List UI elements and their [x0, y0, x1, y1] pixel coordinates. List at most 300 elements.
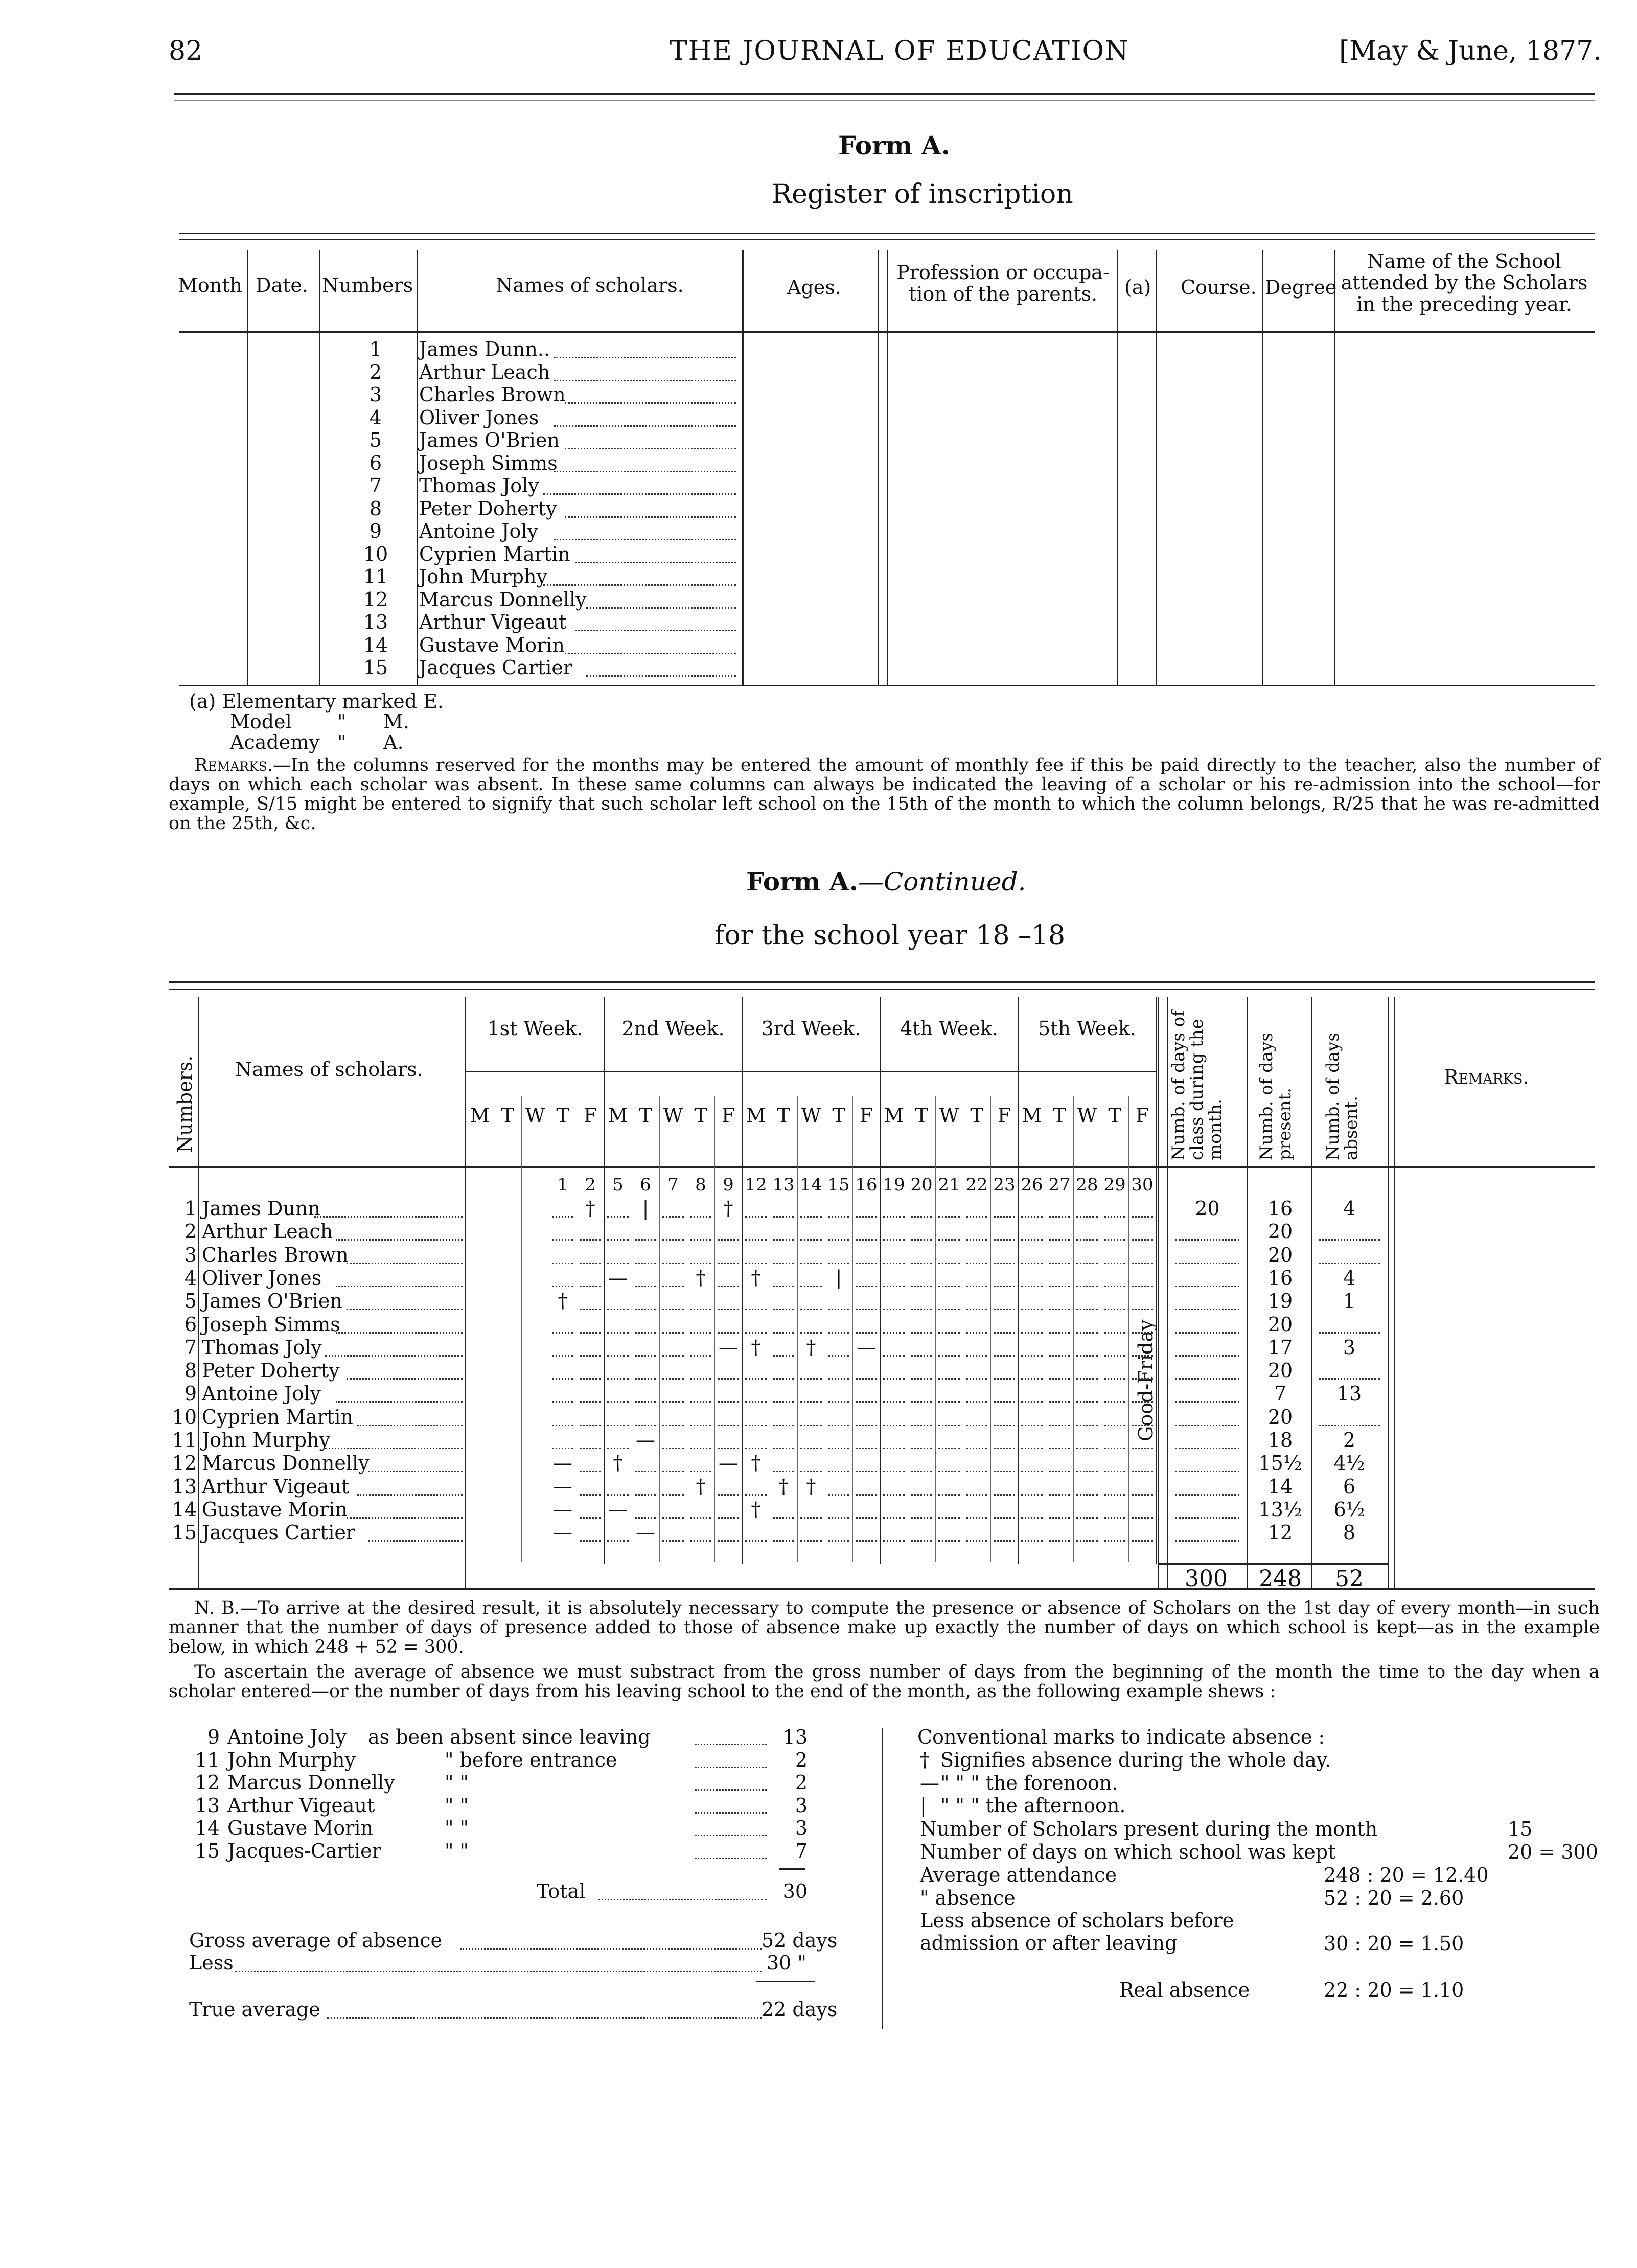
- absent-cell: [1319, 1226, 1380, 1241]
- absent-value: 13: [1336, 1382, 1362, 1405]
- legend-row: [189, 712, 444, 732]
- day-cell: [690, 1203, 711, 1218]
- day-cell: [1104, 1342, 1125, 1357]
- day-cell: [800, 1457, 822, 1472]
- present-value: 19: [1267, 1290, 1293, 1313]
- day-cell: [580, 1365, 601, 1380]
- day-cell: [966, 1319, 987, 1334]
- absent-value: 6: [1343, 1475, 1356, 1498]
- date-number: 12: [745, 1175, 767, 1195]
- day-cell: [800, 1365, 822, 1380]
- day-cell: [773, 1272, 794, 1287]
- day-letter: T: [1053, 1104, 1066, 1127]
- day-cell: [662, 1388, 684, 1403]
- attendance-row-number: 3: [184, 1243, 197, 1266]
- register-row-name: John Murphy: [419, 565, 547, 588]
- day-cell: [552, 1226, 573, 1241]
- day-cell: [1076, 1411, 1098, 1426]
- absence-mark: †: [613, 1452, 623, 1475]
- less-label: Less: [189, 1952, 234, 1974]
- week-divider: [880, 997, 881, 1564]
- register-row-number: 12: [363, 588, 388, 611]
- stat-label: Average attendance: [920, 1864, 1117, 1886]
- legend-row: [189, 691, 444, 712]
- attendance-row-leader: [314, 1203, 463, 1218]
- day-cell: [580, 1295, 601, 1310]
- day-cell: [552, 1365, 573, 1380]
- day-cell: [662, 1457, 684, 1472]
- day-cell: [773, 1504, 794, 1519]
- day-cell: [718, 1295, 739, 1310]
- day-cell: [662, 1295, 684, 1310]
- col-class-days: Numb. of days of class during the month.: [1168, 1010, 1226, 1160]
- absence-mark: —: [608, 1266, 628, 1289]
- register-row-leader: [554, 365, 736, 381]
- example-row-name: Antoine Joly: [227, 1726, 347, 1748]
- day-letter: T: [556, 1104, 569, 1127]
- register-row-number: 4: [369, 406, 382, 429]
- day-cell: [690, 1342, 711, 1357]
- day-cell: [1049, 1249, 1070, 1264]
- attendance-row-leader: [347, 1295, 463, 1310]
- class-days-cell: [1175, 1457, 1239, 1472]
- day-cell: [1049, 1342, 1070, 1357]
- stat-label: " absence: [920, 1887, 1016, 1909]
- date-number: 5: [612, 1175, 624, 1195]
- day-cell: [745, 1249, 767, 1264]
- journal-title: THE JOURNAL OF EDUCATION: [670, 36, 1129, 66]
- day-cell: [800, 1295, 822, 1310]
- day-cell: [1132, 1319, 1153, 1334]
- day-letter: M: [1022, 1104, 1042, 1127]
- day-divider: [714, 1096, 715, 1562]
- day-letter: T: [639, 1104, 652, 1127]
- day-letter: W: [663, 1104, 683, 1127]
- date-number: 2: [585, 1175, 596, 1195]
- register-row-leader: [586, 661, 736, 677]
- true-label: True average: [189, 1998, 320, 2021]
- day-cell: [580, 1434, 601, 1449]
- day-cell: [580, 1319, 601, 1334]
- register-row-name: Peter Doherty: [419, 497, 557, 520]
- day-cell: [1049, 1411, 1070, 1426]
- register-row-number: 9: [369, 520, 382, 542]
- day-cell: [911, 1504, 932, 1519]
- form-a-cont-title-suffix: —Continued.: [858, 867, 1026, 897]
- col-prev-school: [1336, 250, 1592, 315]
- register-row-name: Oliver Jones: [419, 406, 539, 429]
- day-cell: [1104, 1295, 1125, 1310]
- mark-symbol: —: [920, 1771, 939, 1794]
- day-cell: [745, 1319, 767, 1334]
- day-cell: [552, 1411, 573, 1426]
- day-cell: [938, 1272, 960, 1287]
- day-cell: [580, 1342, 601, 1357]
- day-cell: [1104, 1226, 1125, 1241]
- mark-description: Signifies absence during the whole day.: [940, 1749, 1331, 1771]
- register-row-number: 7: [369, 474, 382, 497]
- week-header-4: 4th Week.: [900, 1017, 999, 1040]
- day-cell: [1076, 1434, 1098, 1449]
- date-number: 16: [855, 1175, 878, 1195]
- day-cell: [883, 1203, 905, 1218]
- col-present: Numb. of days present.: [1256, 1033, 1295, 1160]
- day-cell: [828, 1504, 849, 1519]
- day-cell: [773, 1249, 794, 1264]
- true-leader: [327, 1998, 762, 2019]
- day-cell: [911, 1434, 932, 1449]
- day-cell: [1021, 1319, 1043, 1334]
- day-cell: [1104, 1203, 1125, 1218]
- week-header-rule: [466, 1071, 1156, 1072]
- day-cell: [883, 1481, 905, 1496]
- day-cell: [938, 1481, 960, 1496]
- form-a-cont-title: [746, 866, 1026, 897]
- total-rule: [779, 1868, 805, 1870]
- day-cell: [1049, 1319, 1070, 1334]
- day-cell: [690, 1434, 711, 1449]
- day-cell: [1104, 1388, 1125, 1403]
- date-number: 19: [883, 1175, 905, 1195]
- class-days-cell: [1175, 1226, 1239, 1241]
- absence-mark: †: [778, 1475, 789, 1498]
- day-cell: [580, 1504, 601, 1519]
- day-cell: [1049, 1527, 1070, 1542]
- present-value: 14: [1267, 1475, 1293, 1498]
- example-row-number: 12: [195, 1771, 220, 1794]
- day-cell: [800, 1272, 822, 1287]
- absence-mark: †: [558, 1290, 568, 1313]
- day-cell: [856, 1388, 877, 1403]
- day-cell: [718, 1411, 739, 1426]
- day-cell: [938, 1203, 960, 1218]
- day-cell: [662, 1504, 684, 1519]
- absence-mark: †: [751, 1336, 761, 1359]
- day-letter: T: [915, 1104, 928, 1127]
- absence-mark: †: [806, 1336, 816, 1359]
- day-cell: [635, 1319, 656, 1334]
- day-cell: [690, 1365, 711, 1380]
- day-cell: [718, 1226, 739, 1241]
- day-cell: [1021, 1411, 1043, 1426]
- class-days-cell: [1175, 1527, 1239, 1542]
- stat-value: 20 = 300: [1508, 1841, 1598, 1863]
- header-rule-2: [174, 100, 1595, 101]
- day-cell: [1021, 1504, 1043, 1519]
- day-cell: [994, 1272, 1015, 1287]
- day-cell: [966, 1365, 987, 1380]
- present-value: 18: [1267, 1429, 1293, 1451]
- register-row-name: Arthur Vigeaut: [419, 611, 567, 633]
- day-cell: [635, 1504, 656, 1519]
- day-cell: [828, 1457, 849, 1472]
- stat-label: Number of days on which school was kept: [920, 1841, 1336, 1863]
- day-cell: [1076, 1203, 1098, 1218]
- day-cell: [966, 1249, 987, 1264]
- present-value: 15½: [1258, 1452, 1302, 1475]
- day-cell: [800, 1249, 822, 1264]
- col-profession-line1: Profession or occupa-: [896, 261, 1110, 284]
- col-numbers-vertical: Numbers.: [174, 1055, 196, 1153]
- attendance-row-number: 8: [184, 1359, 197, 1382]
- register-row-name: Antoine Joly: [419, 520, 538, 542]
- day-cell: [580, 1272, 601, 1287]
- day-cell: [580, 1527, 601, 1542]
- date-number: 8: [695, 1175, 706, 1195]
- legend-label: (a) Elementary marked: [189, 690, 418, 713]
- day-letter: F: [1135, 1104, 1149, 1127]
- register-row-number: 11: [363, 565, 388, 588]
- day-cell: [800, 1434, 822, 1449]
- issue-date: [May & June, 1877.: [1339, 36, 1602, 66]
- day-letter: W: [1077, 1104, 1097, 1127]
- date-number: 23: [993, 1175, 1016, 1195]
- attendance-row-leader: [336, 1226, 463, 1241]
- day-cell: [1049, 1203, 1070, 1218]
- present-value: 20: [1267, 1313, 1293, 1336]
- day-cell: [745, 1527, 767, 1542]
- day-cell: [1021, 1226, 1043, 1241]
- register-row-number: 5: [369, 429, 382, 451]
- date-number: 15: [827, 1175, 850, 1195]
- day-cell: [1104, 1365, 1125, 1380]
- day-cell: [800, 1388, 822, 1403]
- legend-mark: M.: [383, 711, 409, 733]
- day-cell: [635, 1388, 656, 1403]
- date-number: 21: [938, 1175, 960, 1195]
- day-cell: [552, 1203, 573, 1218]
- attendance-row-leader: [347, 1365, 463, 1380]
- day-cell: [718, 1527, 739, 1542]
- attendance-row-leader: [336, 1388, 463, 1403]
- day-cell: [938, 1342, 960, 1357]
- day-cell: [966, 1434, 987, 1449]
- absence-mark: †: [806, 1475, 816, 1498]
- day-cell: [883, 1527, 905, 1542]
- day-cell: [773, 1226, 794, 1241]
- day-cell: [690, 1457, 711, 1472]
- example-row-leader: [695, 1729, 767, 1745]
- col-month: Month: [178, 274, 243, 296]
- day-cell: [718, 1249, 739, 1264]
- class-days-cell: [1175, 1388, 1239, 1403]
- attendance-row-leader: [347, 1504, 463, 1519]
- absence-mark: †: [751, 1266, 761, 1289]
- register-row-name: Marcus Donnelly: [419, 588, 587, 611]
- day-cell: [1021, 1203, 1043, 1218]
- day-cell: [607, 1388, 629, 1403]
- day-cell: [1021, 1365, 1043, 1380]
- day-letter: W: [525, 1104, 545, 1127]
- absent-value: 8: [1343, 1521, 1356, 1544]
- day-cell: [994, 1295, 1015, 1310]
- remarks-label: Remarks.: [194, 755, 273, 775]
- total-present: 248: [1259, 1566, 1302, 1592]
- col-absent: Numb. of days absent.: [1323, 1033, 1362, 1160]
- present-value: 20: [1267, 1220, 1293, 1243]
- day-cell: [800, 1226, 822, 1241]
- class-days-cell: [1175, 1481, 1239, 1496]
- day-cell: [635, 1365, 656, 1380]
- day-cell: [690, 1226, 711, 1241]
- date-number: 6: [640, 1175, 651, 1195]
- day-cell: [1049, 1226, 1070, 1241]
- class-days-cell: [1175, 1319, 1239, 1334]
- date-number: 27: [1048, 1175, 1071, 1195]
- day-divider: [521, 1096, 522, 1562]
- day-cell: [1076, 1342, 1098, 1357]
- day-cell: [911, 1319, 932, 1334]
- day-cell: [607, 1434, 629, 1449]
- day-cell: [911, 1203, 932, 1218]
- absent-cell: [1319, 1365, 1380, 1380]
- example-row-leader: [695, 1820, 767, 1836]
- register-row-leader: [543, 570, 736, 586]
- example-row-number: 9: [207, 1726, 220, 1748]
- day-cell: [580, 1457, 601, 1472]
- day-cell: [1021, 1272, 1043, 1287]
- day-cell: [718, 1481, 739, 1496]
- day-cell: [856, 1481, 877, 1496]
- day-cell: [662, 1342, 684, 1357]
- day-cell: [966, 1226, 987, 1241]
- absence-mark: |: [835, 1266, 842, 1289]
- stat-label: Less absence of scholars before admission or after leaving: [920, 1909, 1234, 1954]
- day-cell: [745, 1434, 767, 1449]
- day-cell: [1076, 1226, 1098, 1241]
- day-cell: [994, 1203, 1015, 1218]
- true-rule: [756, 1981, 815, 1982]
- day-cell: [856, 1434, 877, 1449]
- day-cell: [635, 1226, 656, 1241]
- day-divider: [852, 1096, 853, 1562]
- attendance-row-leader: [357, 1481, 463, 1496]
- day-cell: [662, 1226, 684, 1241]
- register-row-number: 2: [369, 360, 382, 383]
- marks-title: Conventional marks to indicate absence :: [917, 1726, 1325, 1748]
- absent-cell: [1319, 1411, 1380, 1426]
- nb-note: N. B.—To arrive at the desired result, it is absolutely necessary to compute the presence or absence of Scholars on the 1st day of every month—in such manner that the number of days of presence added to those of absence make up exactly the number of days on which school is kept—as in the example below, in which 248 + 52 = 300.: [169, 1598, 1600, 1657]
- day-cell: [745, 1295, 767, 1310]
- legend-row: [189, 732, 444, 752]
- day-cell: [883, 1226, 905, 1241]
- example-row-name: Marcus Donnelly: [227, 1771, 395, 1794]
- date-number: 7: [667, 1175, 679, 1195]
- day-cell: [883, 1249, 905, 1264]
- total-value: 30: [782, 1880, 808, 1903]
- example-row-leader: [695, 1752, 767, 1768]
- page-number: 82: [169, 36, 203, 66]
- register-row-name: James Dunn..: [419, 338, 550, 360]
- day-cell: [828, 1527, 849, 1542]
- day-cell: [1076, 1272, 1098, 1287]
- attendance-row-leader: [368, 1457, 463, 1472]
- attendance-row-name: Joseph Simms: [202, 1313, 340, 1336]
- day-cell: [911, 1226, 932, 1241]
- register-row-leader: [565, 388, 736, 404]
- average-note: To ascertain the average of absence we must substract from the gross number of days from the beginning of the month the time to the day when a scholar entered—or the number of days from his leaving school to the end of the month, as the following example shews :: [169, 1662, 1600, 1702]
- day-cell: [607, 1411, 629, 1426]
- gross-value: 52 days: [762, 1929, 838, 1952]
- day-cell: [1132, 1388, 1153, 1403]
- day-cell: [856, 1249, 877, 1264]
- week-header-5: 5th Week.: [1037, 1017, 1137, 1040]
- date-number: 14: [800, 1175, 822, 1195]
- day-cell: [607, 1203, 629, 1218]
- stat-value: 15: [1508, 1818, 1533, 1840]
- register-row-name: Joseph Simms: [419, 451, 558, 474]
- header-rule: [174, 93, 1595, 95]
- week-header-3: 3rd Week.: [761, 1017, 861, 1040]
- gross-label: Gross average of absence: [189, 1929, 443, 1952]
- form-a-cont-title-main: Form A.: [746, 866, 858, 897]
- col-names-cont: Names of scholars.: [235, 1058, 423, 1081]
- day-cell: [718, 1434, 739, 1449]
- example-row-name: John Murphy: [227, 1748, 356, 1771]
- mark-description: " " " the forenoon.: [940, 1771, 1118, 1794]
- example-row-value: 3: [795, 1817, 808, 1839]
- day-cell: [1049, 1457, 1070, 1472]
- absent-value: 3: [1343, 1336, 1356, 1359]
- attendance-row-number: 12: [172, 1452, 197, 1475]
- week-divider: [1018, 997, 1019, 1564]
- day-cell: [1076, 1388, 1098, 1403]
- col-date: Date.: [256, 274, 308, 296]
- day-cell: [580, 1481, 601, 1496]
- register-row-name: Charles Brown: [419, 383, 566, 406]
- day-cell: [635, 1249, 656, 1264]
- absence-mark: †: [585, 1197, 595, 1220]
- example-row-leader: [695, 1843, 767, 1859]
- course-legend: [189, 691, 444, 752]
- day-cell: [662, 1249, 684, 1264]
- day-cell: [911, 1272, 932, 1287]
- day-cell: [690, 1504, 711, 1519]
- mark-symbol: †: [920, 1749, 930, 1771]
- attendance-row-name: James Dunn: [202, 1197, 320, 1220]
- example-row-value: 3: [795, 1794, 808, 1817]
- day-cell: [966, 1203, 987, 1218]
- day-letter: F: [997, 1104, 1011, 1127]
- day-cell: [635, 1481, 656, 1496]
- example-row-leader: [695, 1775, 767, 1791]
- legend-label: Academy: [230, 731, 320, 753]
- day-letter: M: [470, 1104, 490, 1127]
- absence-mark: †: [696, 1266, 706, 1289]
- attendance-row-number: 10: [172, 1405, 197, 1428]
- attendance-row-name: John Murphy: [202, 1429, 330, 1451]
- day-cell: [718, 1365, 739, 1380]
- day-cell: [828, 1411, 849, 1426]
- day-cell: [966, 1388, 987, 1403]
- day-cell: [856, 1272, 877, 1287]
- day-cell: [1132, 1411, 1153, 1426]
- present-value: 12: [1267, 1521, 1293, 1544]
- day-cell: [662, 1272, 684, 1287]
- day-cell: [1049, 1434, 1070, 1449]
- day-cell: [828, 1388, 849, 1403]
- day-cell: [1132, 1272, 1153, 1287]
- attendance-row-number: 5: [184, 1290, 197, 1313]
- attendance-row-number: 7: [184, 1336, 197, 1359]
- day-cell: [856, 1457, 877, 1472]
- example-row-number: 13: [195, 1794, 220, 1817]
- day-cell: [718, 1272, 739, 1287]
- day-letter: T: [501, 1104, 514, 1127]
- day-letter: F: [859, 1104, 873, 1127]
- day-cell: [938, 1249, 960, 1264]
- day-cell: [856, 1319, 877, 1334]
